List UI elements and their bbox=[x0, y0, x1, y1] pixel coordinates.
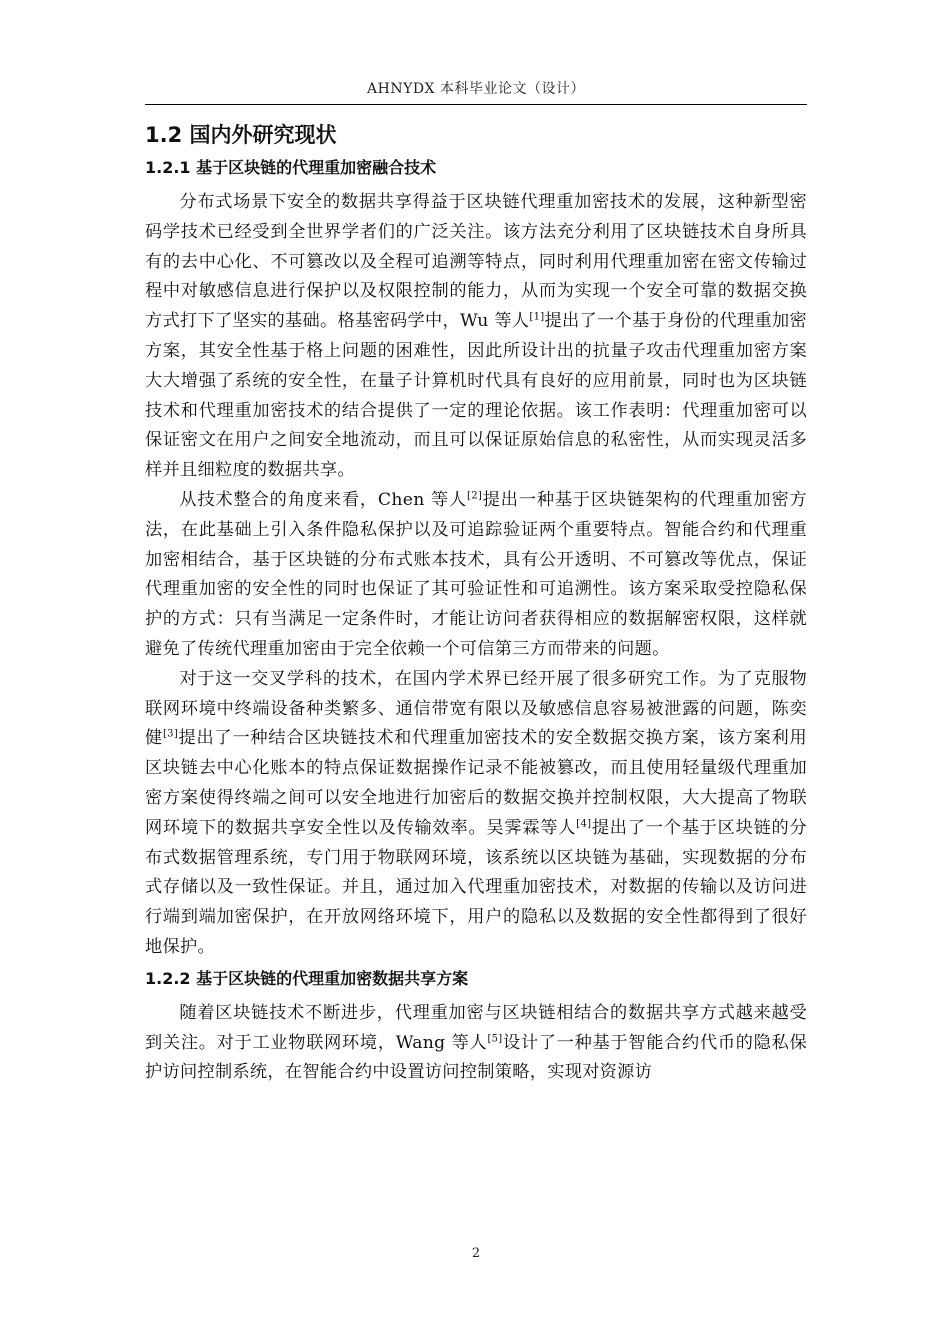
citation-ref-2[interactable]: [2] bbox=[467, 490, 483, 502]
section-title: 1.2 国内外研究现状 bbox=[145, 123, 337, 147]
citation-ref-3[interactable]: [3] bbox=[162, 728, 179, 740]
paragraph-3-text-b: 提出了一种结合区块链技术和代理重加密技术的安全数据交换方案，该方案利用区块链去中心化账本的特点保证数据操作记录不能被篡改，而且使用轻量级代理重加密方案使得终端之间可以安全地进行加密后的数据交换并控制权限，大大提高了物联网环境下的数据共享安全性以及传输效率。吴霁霖等人 bbox=[145, 728, 807, 838]
paragraph-4-text-b: 设计了一种基于智能合约代币的隐私保护访问控制系统，在智能合约中设置访问控制策略，实现对资源访 bbox=[145, 1032, 807, 1083]
paragraph-2-text-a: 从技术整合的角度来看，Chen 等人 bbox=[179, 489, 468, 510]
paragraph-3-text-a: 对于这一交叉学科的技术，在国内学术界已经开展了很多研究工作。为了克服物联网环境中终端设备种类繁多、通信带宽有限以及敏感信息容易被泄露的问题，陈奕健 bbox=[145, 668, 807, 749]
citation-ref-4[interactable]: [4] bbox=[576, 818, 592, 829]
paragraph-3-text-c: 提出了一个基于区块链的分布式数据管理系统，专门用于物联网环境，该系统以区块链为基础，实现数据的分布式存储以及一致性保证。并且，通过加入代理重加密技术，对数据的传输以及访问进行端到端加密保护，在开放网络环境下，用户的隐私以及数据的安全性都得到了很好地保护。 bbox=[145, 817, 807, 957]
paragraph-2-text-b: 提出一种基于区块链架构的代理重加密方法，在此基础上引入条件隐私保护以及可追踪验证两个重要特点。智能合约和代理重加密相结合，基于区块链的分布式账本技术，具有公开透明、不可篡改等优点，保证代理重加密的安全性的同时也保证了其可验证性和可追溯性。该方案采取受控隐私保护的方式：只有当满足一定条件时，才能让访问者获得相应的数据解密权限，这样就避免了传统代理重加密由于完全依赖一个可信第三方而带来的问题。 bbox=[145, 489, 808, 659]
paragraph-1 bbox=[145, 188, 807, 486]
subsection-title-1: 1.2.1 基于区块链的代理重加密融合技术 bbox=[145, 158, 437, 177]
paragraph-2 bbox=[145, 486, 807, 665]
page-header: AHNYDX 本科毕业论文（设计） bbox=[367, 81, 585, 97]
header-rule bbox=[145, 104, 807, 105]
paragraph-3 bbox=[145, 665, 807, 963]
paragraph-4 bbox=[145, 999, 807, 1088]
paragraph-1-text-b: 提出了一个基于身份的代理重加密方案，其安全性基于格上问题的困难性，因此所设计出的抗量子攻击代理重加密方案大大增强了系统的安全性，在量子计算机时代具有良好的应用前景，同时也为区块链技术和代理重加密技术的结合提供了一定的理论依据。该工作表明：代理重加密可以保证密文在用户之间安全地流动，而且可以保证原始信息的私密性，从而实现灵活多样并且细粒度的数据共享。 bbox=[145, 311, 807, 481]
subsection-title-2: 1.2.2 基于区块链的代理重加密数据共享方案 bbox=[145, 968, 469, 988]
citation-ref-5[interactable]: [5] bbox=[487, 1032, 503, 1044]
page-number: 2 bbox=[471, 1246, 481, 1261]
page-content bbox=[145, 118, 807, 1088]
citation-ref-1[interactable]: [1] bbox=[529, 311, 545, 323]
paragraph-4-text-a: 随着区块链技术不断进步，代理重加密与区块链相结合的数据共享方式越来越受到关注。对于工业物联网环境，Wang 等人 bbox=[145, 1002, 807, 1053]
paragraph-1-text-a: 分布式场景下安全的数据共享得益于区块链代理重加密技术的发展，这种新型密码学技术已经受到全世界学者们的广泛关注。该方法充分利用了区块链技术自身所具有的去中心化、不可篡改以及全程可追溯等特点，同时利用代理重加密在密文传输过程中对敏感信息进行保护以及权限控制的能力，从而为实现一个安全可靠的数据交换方式打下了坚实的基础。格基密码学中，Wu 等人 bbox=[145, 192, 807, 332]
